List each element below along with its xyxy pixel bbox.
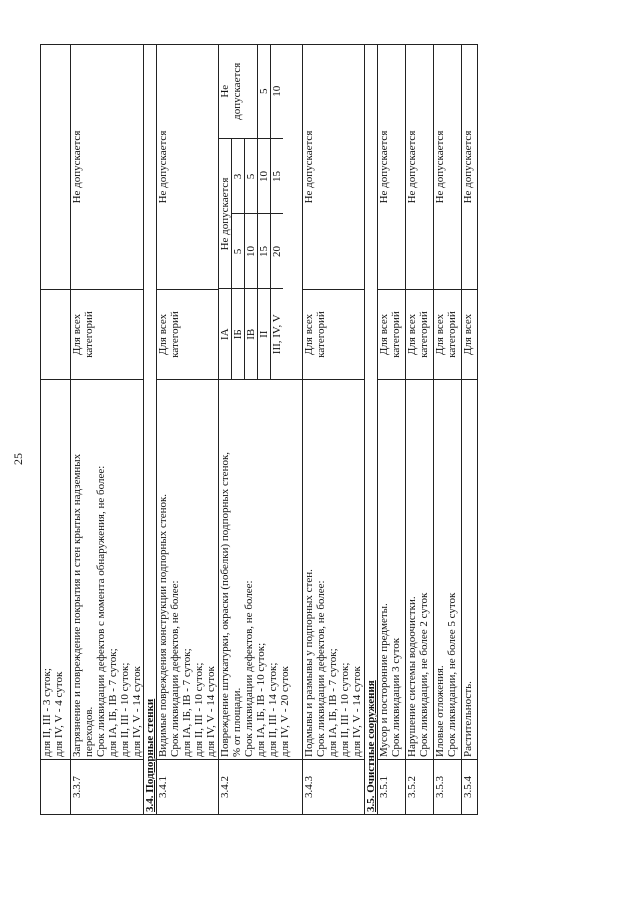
row-category: Для всех категорий (434, 290, 462, 380)
percent-grid (219, 44, 283, 379)
grid-row: IБ 5 3 (232, 44, 245, 379)
row-limit: Не допускается (462, 45, 478, 290)
row-number: 3.4.3 (303, 760, 365, 815)
row-category-grid (219, 45, 303, 380)
row-category: Для всех категорий (406, 290, 434, 380)
grid-row: IВ 10 5 (245, 44, 258, 379)
row-description: для II, III - 3 суток; для IV, V - 4 суток (41, 380, 71, 760)
row-number: 3.4.2 (219, 760, 303, 815)
section-title: 3.5. Очистные сооружения (365, 680, 377, 812)
table-row (157, 45, 219, 815)
table-row (41, 45, 71, 815)
row-number: 3.5.3 (434, 760, 462, 815)
row-limit (41, 45, 71, 290)
table-row (219, 45, 303, 815)
row-number: 3.5.2 (406, 760, 434, 815)
row-category: Для всех категорий (71, 290, 144, 380)
row-limit: Не допускается (406, 45, 434, 290)
row-limit: Не допускается (71, 45, 144, 290)
grid-header-last: Не допускается (219, 44, 258, 139)
row-category: Для всех категорий (157, 290, 219, 380)
row-number: 3.4.1 (157, 760, 219, 815)
grid-row: II 15 10 5 (258, 44, 271, 379)
row-limit: Не допускается (378, 45, 406, 290)
section-row (144, 45, 157, 815)
row-description: Растительность. (462, 380, 478, 760)
section-row (365, 45, 378, 815)
row-description: Мусор и посторонние предметы. Срок ликвидации 3 суток (378, 380, 406, 760)
row-category: Для всех (462, 290, 478, 380)
row-limit: Не допускается (303, 45, 365, 290)
row-number: 3.3.7 (71, 760, 144, 815)
grid-header-limit: Не допускается (219, 139, 232, 289)
row-number: 3.5.4 (462, 760, 478, 815)
row-number: 3.5.1 (378, 760, 406, 815)
table-row (378, 45, 406, 815)
table-row (71, 45, 144, 815)
table-row (406, 45, 434, 815)
row-number (41, 760, 71, 815)
row-description: Видимые повреждения конструкции подпорных стенок. Срок ликвидации дефектов, не более: для IA, IБ, IВ - 7 суток; для II, III - 10 суток; для IV, V - 14 суток (157, 380, 219, 760)
row-description: Повреждение штукатурки, окраски (побелки) подпорных стенок, % от площади. Срок ликвидации дефектов, не более: для IA, IБ, IВ - 10 суток; для II, III - 14 суток; для IV, V - 20 суток (219, 380, 303, 760)
section-title: 3.4. Подпорные стенки (144, 698, 156, 812)
row-limit: Не допускается (157, 45, 219, 290)
table-row (303, 45, 365, 815)
table-row (434, 45, 462, 815)
row-category: Для всех категорий (303, 290, 365, 380)
row-description: Загрязнение и повреждение покрытия и стен крытых надземных переходов. Срок ликвидации дефектов с момента обнаружения, не более: для IA, IБ, IВ - 7 суток; для II, III - 10 суток; для IV, V - 14 суток (71, 380, 144, 760)
row-category (41, 290, 71, 380)
defects-table (40, 44, 478, 815)
row-description: Иловые отложения. Срок ликвидации, не более 5 суток (434, 380, 462, 760)
table-row (462, 45, 478, 815)
row-limit: Не допускается (434, 45, 462, 290)
row-description: Нарушение системы водоочистки. Срок ликвидации, не более 2 суток (406, 380, 434, 760)
grid-row: III, IV, V 20 15 10 (271, 44, 284, 379)
page-number: 25 (11, 453, 25, 465)
row-description: Подмывы и размывы у подпорных стен. Срок ликвидации дефектов, не более: для IA, IБ, IВ - 7 суток; для II, III - 10 суток; для IV, V - 14 суток (303, 380, 365, 760)
row-category: Для всех категорий (378, 290, 406, 380)
grid-row: IA Не допускается Не допускается (219, 44, 232, 379)
